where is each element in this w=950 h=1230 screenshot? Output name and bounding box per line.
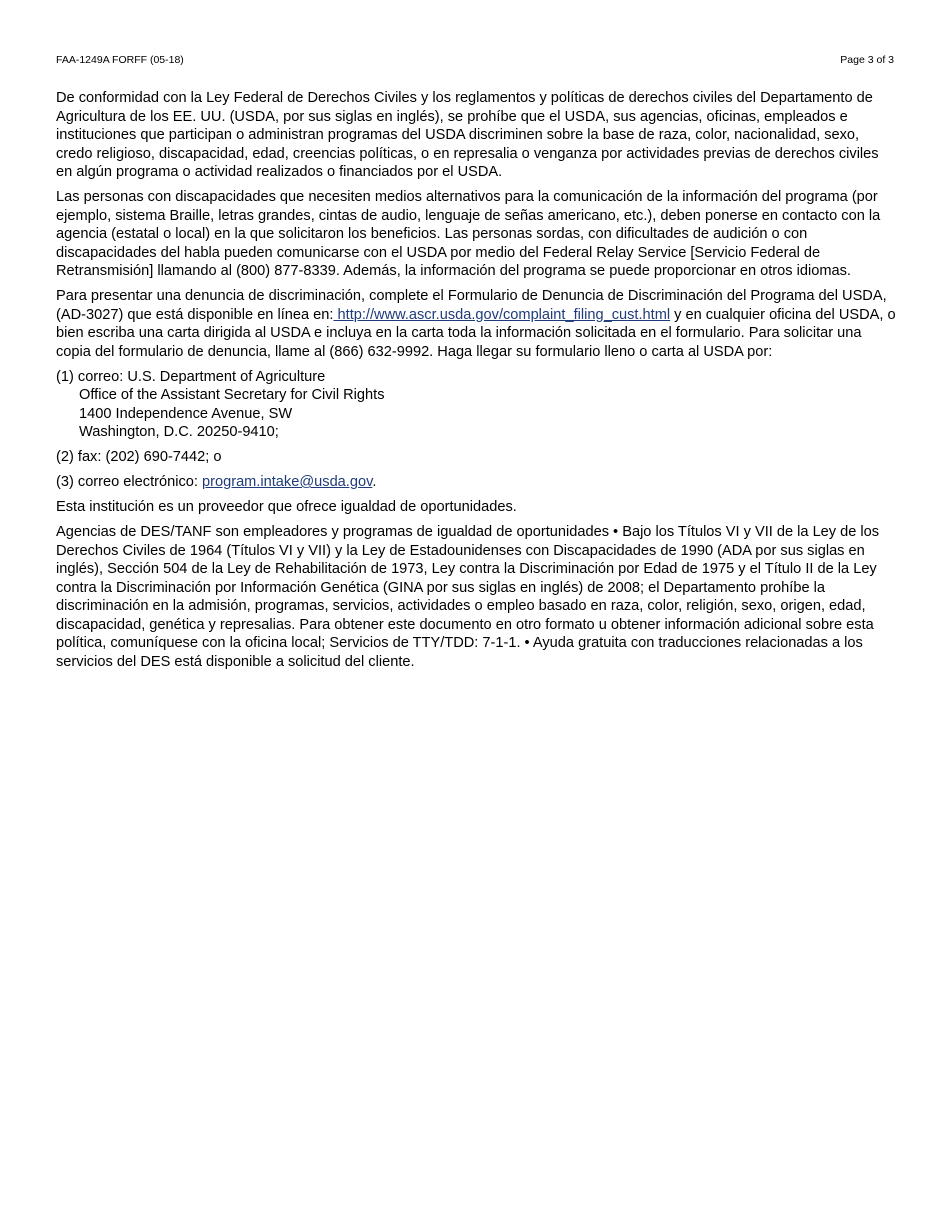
email-prefix: (3) correo electrónico: xyxy=(56,474,202,490)
complaint-form-link[interactable]: http://www.ascr.usda.gov/complaint_filing_cust.html xyxy=(333,306,671,323)
nondiscrimination-paragraph: De conformidad con la Ley Federal de Derechos Civiles y los reglamentos y políticas de derechos civiles del Departamento de Agricultura de los EE. UU. (USDA, por sus siglas en inglés), se prohíbe que el USDA, sus agencias, oficinas, empleados e instituciones que participan o administran programas del USDA discriminen sobre la base de raza, color, nacionalidad, sexo, credo religioso, discapacidad, edad, creencias políticas, o en represalia o venganza por actividades previas de derechos civiles en algún programa o actividad realizados o financiados por el USDA. xyxy=(56,90,879,180)
complaint-paragraph xyxy=(56,287,896,361)
mail-line-3: 1400 Independence Avenue, SW xyxy=(79,405,293,422)
form-id: FAA-1249A FORFF (05-18) xyxy=(56,54,184,66)
mail-address-block xyxy=(56,368,896,442)
mail-line-1: (1) correo: U.S. Department of Agriculture xyxy=(56,368,326,385)
complaint-text-end: y en cualquier oficina del USDA, o bien escriba una carta dirigida al USDA e incluya en la carta toda la información solicitada en el formulario. Para solicitar una copia del formulario de denuncia, llame al (866) 632-9992. Haga llegar su formulario lleno o carta al USDA por: xyxy=(56,306,896,360)
page-header xyxy=(56,53,894,67)
email-link[interactable]: program.intake@usda.gov xyxy=(202,474,373,490)
mail-address-lines xyxy=(56,386,896,442)
email-suffix: . xyxy=(372,474,377,490)
complaint-text-start: Para presentar una denuncia de discriminación, complete el Formulario de Denuncia de Discriminación del Programa del USDA, (AD-3027) que está disponible en línea en: xyxy=(56,288,887,323)
mail-line-2: Office of the Assistant Secretary for Civil Rights xyxy=(79,387,385,403)
mail-line-4: Washington, D.C. 20250-9410; xyxy=(79,424,279,440)
des-tanf-paragraph: Agencias de DES/TANF son empleadores y programas de igualdad de oportunidades • Bajo los Títulos VI y VII de la Ley de los Derechos Civiles de 1964 (Títulos VI y VII) y la Ley de Estadounidenses con Discapacidades de 1990 (ADA por sus siglas en inglés), Sección 504 de la Ley de Rehabilitación de 1973, Ley contra la Discriminación por Edad de 1975 y el Título II de la Ley contra la Discriminación por Información Genética (GINA por sus siglas en inglés) de 2008; el Departamento prohíbe la discriminación en la admisión, programas, servicios, actividades o empleo basado en raza, color, religión, sexo, origen, edad, discapacidad, genética y represalias. Para obtener este documento en otro formato u obtener información adicional sobre esta política, comuníquese con la oficina local; Servicios de TTY/TDD: 7-1-1. • Ayuda gratuita con traducciones relacionadas a los servicios del DES está disponible a solicitud del cliente. xyxy=(56,524,880,670)
fax-line: (2) fax: (202) 690-7442; o xyxy=(56,449,222,465)
disabilities-paragraph: Las personas con discapacidades que necesiten medios alternativos para la comunicación de la información del programa (por ejemplo, sistema Braille, letras grandes, cintas de audio, lenguaje de señas americano, etc.), deben ponerse en contacto con la agencia (estatal o local) en la que solicitaron los beneficios. Las personas sordas, con dificultades de audición o con discapacidades del habla pueden comunicarse con el USDA por medio del Federal Relay Service [Servicio Federal de Retransmisión] llamando al (800) 877-8339. Además, la información del programa se puede proporcionar en otros idiomas. xyxy=(56,189,881,279)
equal-opportunity-statement: Esta institución es un proveedor que ofrece igualdad de oportunidades. xyxy=(56,499,517,515)
page-number: Page 3 of 3 xyxy=(840,54,894,66)
document-body xyxy=(56,89,896,678)
email-line xyxy=(56,473,896,492)
